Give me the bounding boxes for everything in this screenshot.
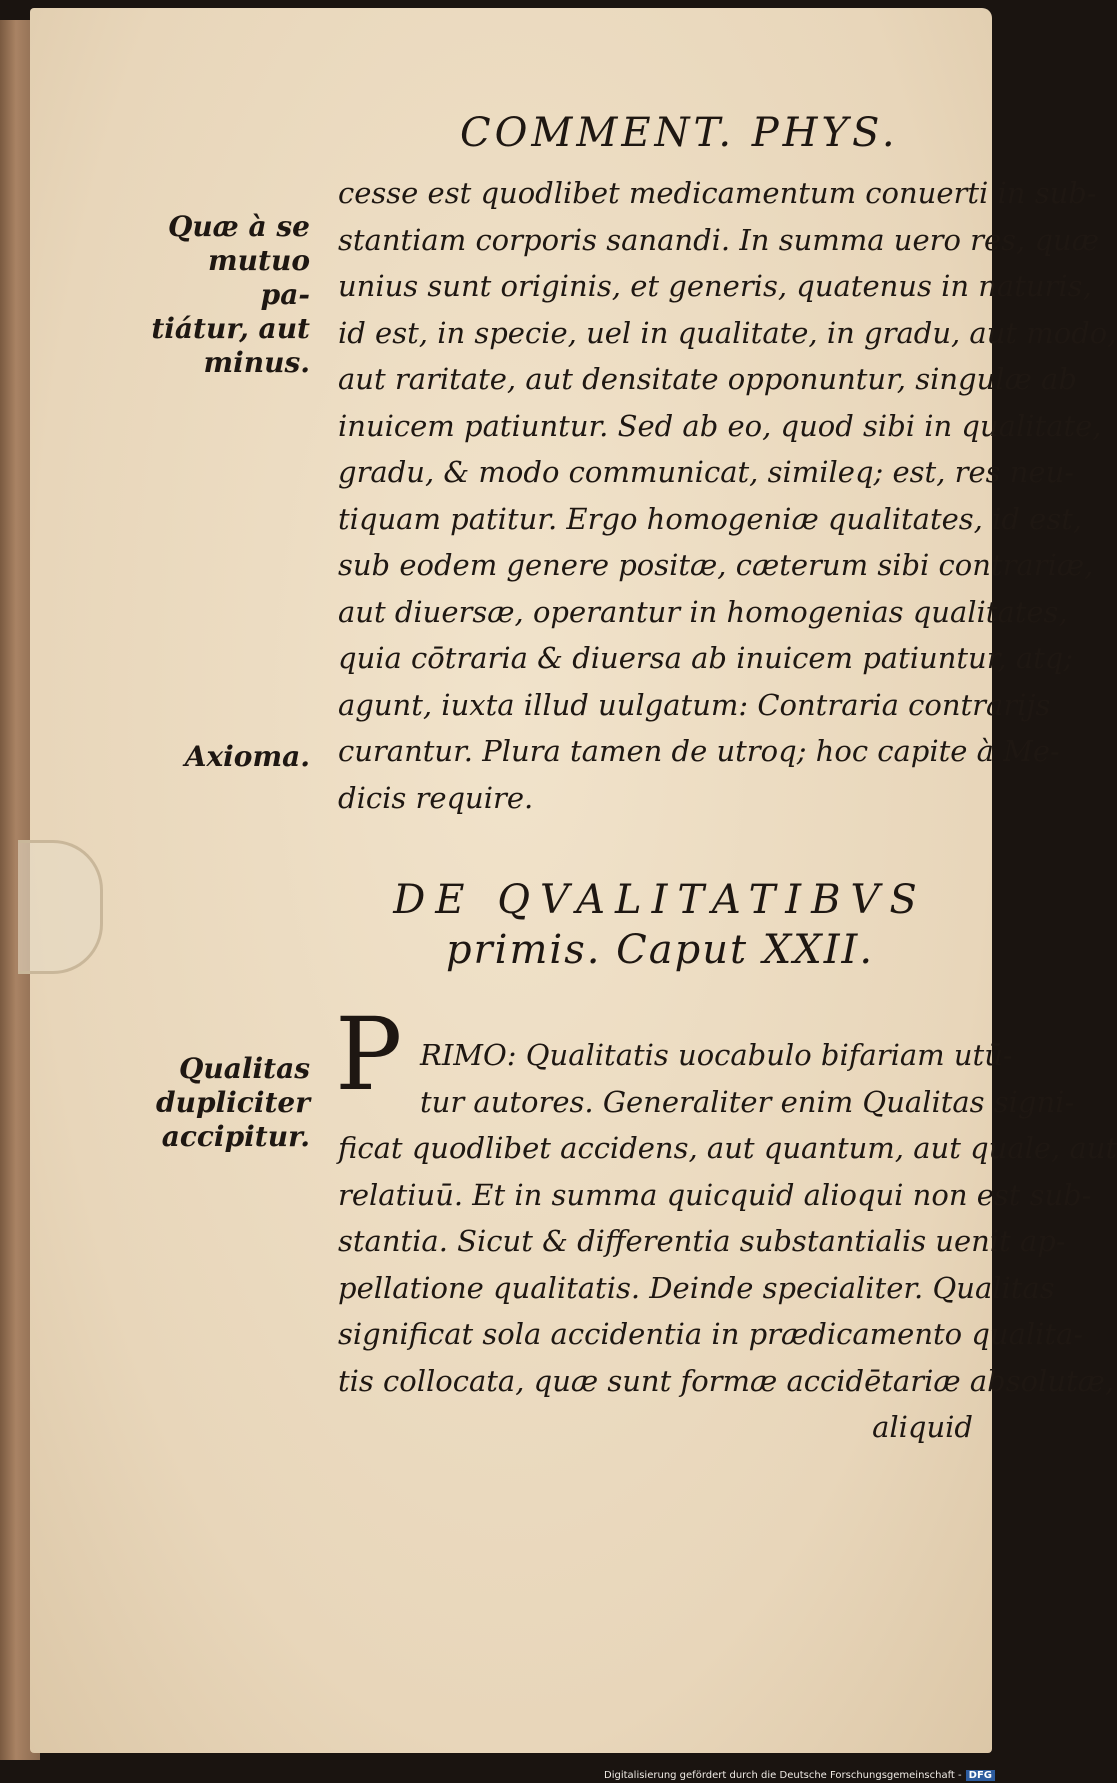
text-line: tis collocata, quæ sunt formæ accidētariæ absolutæ, xyxy=(338,1363,1115,1398)
text-line: dicis require. xyxy=(338,780,534,815)
text-line: id est, in specie, uel in qualitate, in gradu, aut modo, xyxy=(338,315,1117,350)
marginal-note-3 xyxy=(150,1052,310,1154)
marginal-note-2 xyxy=(150,740,310,774)
footer-text: Digitalisierung gefördert durch die Deutsche Forschungsgemeinschaft - xyxy=(604,1770,962,1781)
text-line: gradu, & modo communicat, simileq; est, res neu- xyxy=(338,455,1075,489)
text-line: stantia. Sicut & differentia substantialis uenit ap- xyxy=(338,1224,1066,1258)
chapter-subtitle: primis. Caput XXII. xyxy=(445,927,875,973)
text-line: sub eodem genere positæ, cæterum sibi contrariæ, xyxy=(338,548,1094,582)
text-line: RIMO: Qualitatis uocabulo bifariam utū- xyxy=(420,1038,1013,1072)
dfg-logo: DFG xyxy=(966,1770,995,1781)
marginal-note-line: dupliciter xyxy=(156,1086,310,1119)
marginal-note-line: tiátur, aut xyxy=(151,312,310,345)
marginal-note-line: Axioma. xyxy=(184,740,310,773)
text-line: curantur. Plura tamen de utroq; hoc capite à Me- xyxy=(338,734,1060,768)
marginal-note-1 xyxy=(150,210,310,380)
chapter-title: DE QVALITATIBVS xyxy=(393,877,927,923)
running-head: COMMENT. PHYS. xyxy=(460,110,899,156)
paragraph-1 xyxy=(338,170,1117,821)
text-line: cesse est quodlibet medicamentum conuerti in sub- xyxy=(338,176,1097,210)
chapter-heading xyxy=(360,875,960,975)
catchword: aliquid xyxy=(872,1410,973,1444)
marginal-note-line: Qualitas xyxy=(178,1052,310,1085)
text-line: significat sola accidentia in prædicamento qualita- xyxy=(338,1317,1084,1351)
marginal-note-line: accipitur. xyxy=(161,1120,310,1153)
marginal-note-line: Quæ à se xyxy=(167,210,310,243)
digitization-footer xyxy=(604,1770,995,1781)
drop-cap: P xyxy=(335,996,403,1113)
text-line: pellatione qualitatis. Deinde specialiter. Qualitas xyxy=(338,1270,1055,1305)
text-line: relatiuū. Et in summa quicquid alioqui non est sub- xyxy=(338,1177,1092,1212)
text-line: unius sunt originis, et generis, quatenus in naturis, xyxy=(338,269,1092,303)
text-line: ficat quodlibet accidens, aut quantum, aut quale, aut xyxy=(338,1131,1117,1165)
text-line: tiquam patitur. Ergo homogeniæ qualitates, id est, xyxy=(338,501,1083,536)
text-line: inuicem patiuntur. Sed ab eo, quod sibi in qualitate, xyxy=(338,408,1102,443)
text-line: quia cōtraria & diuersa ab inuicem patiuntur, atq; xyxy=(338,641,1074,675)
marginal-note-line: minus. xyxy=(203,346,310,379)
marginal-note-line: mutuo pa- xyxy=(208,244,310,311)
text-line: aut diuersæ, operantur in homogenias qualitates, xyxy=(338,594,1068,629)
text-line: stantiam corporis sanandi. In summa uero res, quæ xyxy=(338,222,1099,257)
text-line: agunt, iuxta illud uulgatum: Contraria contrarijs xyxy=(338,687,1051,722)
text-line: tur autores. Generaliter enim Qualitas signi- xyxy=(420,1084,1075,1119)
paragraph-2 xyxy=(338,1032,1117,1451)
text-line: aut raritate, aut densitate opponuntur, singulæ ab xyxy=(338,362,1077,396)
page-tab-marker xyxy=(18,840,103,974)
